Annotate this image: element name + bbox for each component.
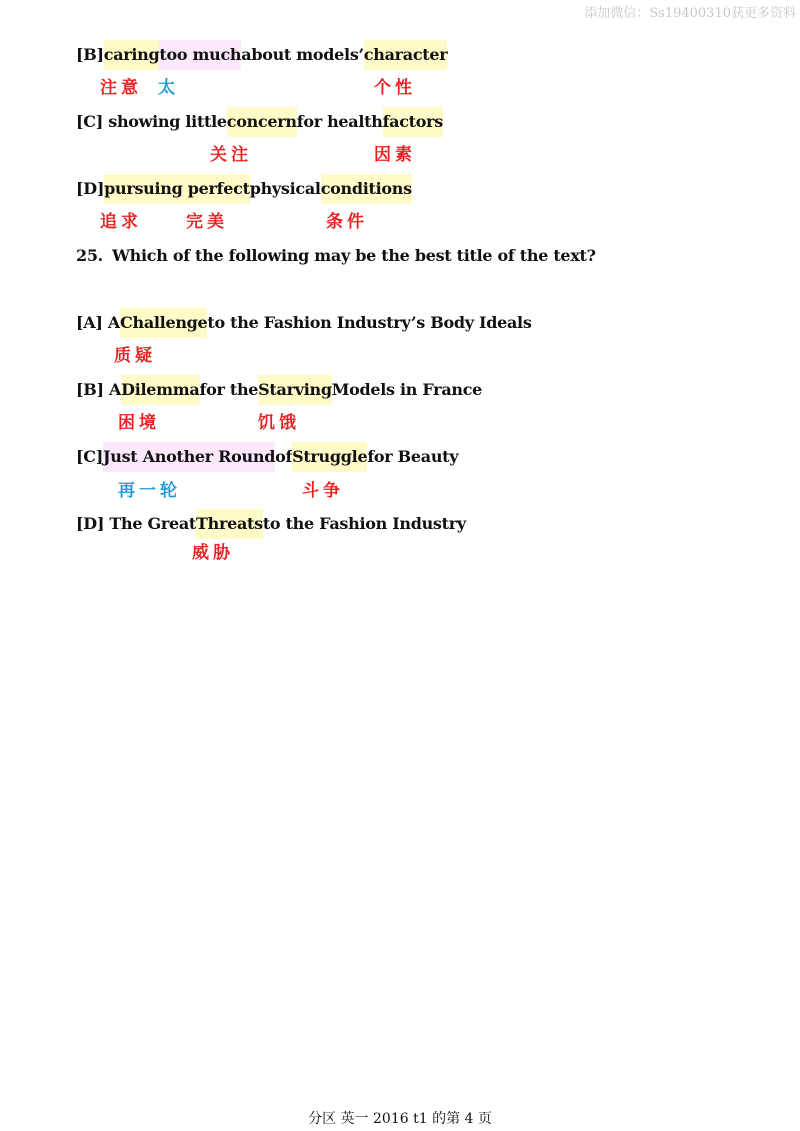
option-label: [D] — [76, 179, 105, 198]
highlight-phrase: Threats — [196, 509, 263, 539]
highlight-phrase: conditions — [321, 174, 412, 204]
annotation: 饥饿 — [258, 413, 300, 433]
highlight-phrase: factors — [383, 107, 443, 137]
option-c-24 — [76, 107, 443, 137]
annotation: 质疑 — [114, 346, 156, 366]
text-segment: physical — [249, 179, 321, 198]
text-segment: of — [275, 447, 293, 466]
option-d-25 — [76, 509, 466, 539]
annotation: 完美 — [186, 212, 228, 232]
annotation: 注意 — [100, 78, 142, 98]
highlight-phrase: Struggle — [292, 442, 367, 472]
page-footer: 分区 英一 2016 t1 的第 4 页 — [308, 1111, 492, 1127]
option-label: [C] showing little — [76, 112, 227, 131]
question-number: 25. — [76, 246, 103, 265]
option-b-24 — [76, 40, 447, 70]
option-c-25 — [76, 442, 458, 472]
annotation: 追求 — [100, 212, 142, 232]
question-text: Which of the following may be the best title of the text? — [112, 246, 596, 265]
annotation: 困境 — [118, 413, 160, 433]
text-segment: about models’ — [241, 45, 364, 64]
annotation: 再一轮 — [118, 481, 181, 501]
annotation: 关注 — [210, 145, 252, 165]
highlight-phrase: Just Another Round — [103, 442, 275, 472]
highlight-phrase: Challenge — [120, 308, 207, 338]
option-a-25 — [76, 308, 532, 338]
text-segment: Models in France — [331, 380, 483, 399]
annotation: 个性 — [374, 78, 416, 98]
annotation: 因素 — [374, 145, 416, 165]
annotation: 斗争 — [302, 481, 344, 501]
annotation: 太 — [158, 78, 179, 98]
option-d-24 — [76, 174, 412, 204]
option-label: [B] A — [76, 380, 122, 399]
highlight-phrase: caring — [104, 40, 160, 70]
text-segment: to the Fashion Industry’s Body Ideals — [207, 313, 532, 332]
highlight-phrase: Dilemma — [121, 375, 199, 405]
option-label: [D] The Great — [76, 514, 197, 533]
text-segment: to the Fashion Industry — [262, 514, 466, 533]
highlight-phrase: pursuing perfect — [104, 174, 250, 204]
text-segment: for Beauty — [367, 447, 459, 466]
text-segment: for health — [296, 112, 383, 131]
option-b-25 — [76, 375, 482, 405]
option-label: [B] — [76, 45, 104, 64]
annotation: 威胁 — [192, 543, 234, 563]
text-segment: for the — [199, 380, 259, 399]
option-label: [C] — [76, 447, 103, 466]
highlight-phrase: too much — [159, 40, 241, 70]
option-label: [A] A — [76, 313, 121, 332]
highlight-phrase: Starving — [258, 375, 332, 405]
highlight-phrase: concern — [227, 107, 297, 137]
highlight-phrase: character — [364, 40, 448, 70]
annotation: 条件 — [326, 212, 368, 232]
watermark-text: 添加微信：Ss19400310获更多资料 — [584, 6, 796, 21]
question-25 — [76, 246, 596, 265]
